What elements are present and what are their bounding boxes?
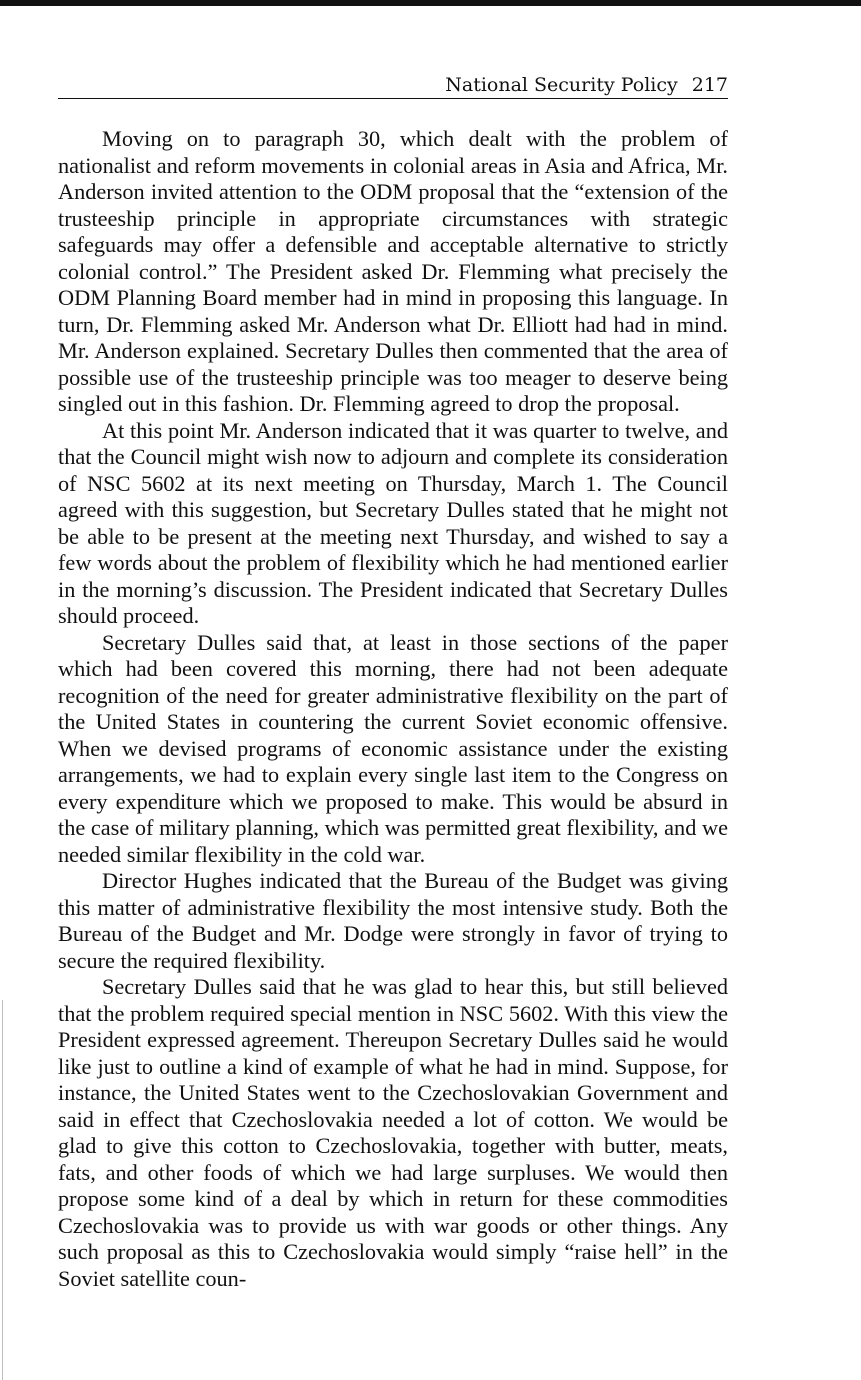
page-number: 217 (691, 74, 728, 96)
paragraph: Director Hughes indicated that the Bureau of the Budget was giving this matter of administrative flexibility the most intensive study. Both the Bureau of the Budget and Mr. Dodge were strongly in favor of trying to secure the required flexibility. (58, 868, 728, 973)
top-border-rule (0, 0, 861, 6)
paragraph: Moving on to paragraph 30, which dealt with the problem of nationalist and reform movements in colonial areas in Asia and Africa, Mr. Anderson invited attention to the ODM proposal that the “extension of the trusteeship principle in appropriate circumstances with strategic safeguards may offer a defensible and acceptable alternative to strictly colonial control.” The President asked Dr. Flemming what precisely the ODM Planning Board member had in mind in proposing this language. In turn, Dr. Flemming asked Mr. Anderson what Dr. Elliott had had in mind. Mr. Anderson explained. Secretary Dulles then commented that the area of possible use of the trusteeship principle was too meager to deserve being singled out in this fashion. Dr. Flemming agreed to drop the proposal. (58, 126, 728, 416)
paragraph: Secretary Dulles said that, at least in those sections of the paper which had been covered this morning, there had not been adequate recognition of the need for greater administrative flexibility on the part of the United States in countering the current Soviet economic offensive. When we devised programs of economic assistance under the existing arrangements, we had to explain every single last item to the Congress on every expenditure which we proposed to make. This would be absurd in the case of military planning, which was permitted great flexibility, and we needed similar flexibility in the cold war. (58, 629, 728, 867)
paragraph: At this point Mr. Anderson indicated that it was quarter to twelve, and that the Council might wish now to adjourn and complete its consideration of NSC 5602 at its next meeting on Thursday, March 1. The Council agreed with this suggestion, but Secretary Dulles stated that he might not be able to be present at the meeting next Thursday, and wished to say a few words about the problem of flexibility which he had mentioned earlier in the morning’s discussion. The President indicated that Secretary Dulles should proceed. (58, 417, 728, 628)
paragraph: Secretary Dulles said that he was glad to hear this, but still believed that the problem required special mention in NSC 5602. With this view the President expressed agreement. Thereupon Secretary Dulles said he would like just to outline a kind of example of what he had in mind. Suppose, for instance, the United States went to the Czechoslovakian Government and said in effect that Czechoslovakia needed a lot of cotton. We would be glad to give this cotton to Czechoslovakia, together with butter, meats, fats, and other foods of which we had large surpluses. We would then propose some kind of a deal by which in return for these commodities Czechoslovakia was to provide us with war goods or other things. Any such proposal as this to Czechoslovakia would simply “raise hell” in the Soviet satellite coun- (58, 974, 728, 1291)
running-title: National Security Policy (445, 74, 678, 96)
page-edge-line (2, 1000, 3, 1380)
running-header (58, 72, 728, 99)
body-text (58, 126, 728, 1292)
